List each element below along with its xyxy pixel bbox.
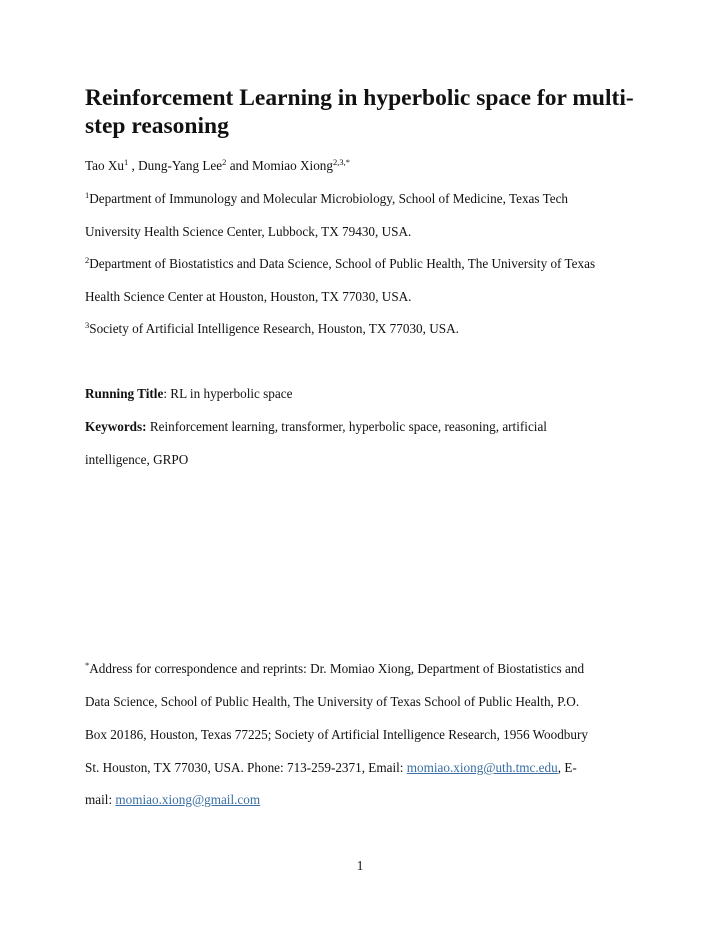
author-separator: and — [226, 158, 253, 173]
author-affiliation-mark: 1 — [124, 157, 129, 167]
running-title — [85, 386, 292, 402]
running-title-value: : RL in hyperbolic space — [163, 386, 293, 401]
keywords-label: Keywords: — [85, 419, 147, 434]
affiliation-3 — [85, 321, 459, 337]
author-line — [85, 158, 350, 174]
paper-title: Reinforcement Learning in hyperbolic space for multi-step reasoning — [85, 85, 634, 139]
affiliation-text: Department of Biostatistics and Data Science, School of Public Health, The University of Texas — [89, 256, 596, 271]
author-separator: , — [128, 158, 139, 173]
correspondence-line-2: Data Science, School of Public Health, The University of Texas School of Public Health, P.O. — [85, 694, 580, 709]
author-name: Tao Xu — [85, 158, 124, 173]
affiliation-text: Society of Artificial Intelligence Research, Houston, TX 77030, USA. — [89, 321, 459, 336]
email-link-uth[interactable]: momiao.xiong@uth.tmc.edu — [406, 760, 558, 775]
affiliation-number: 2 — [85, 255, 90, 265]
author-name: Dung-Yang Lee — [138, 158, 223, 173]
affiliation-text: Department of Immunology and Molecular Microbiology, School of Medicine, Texas Tech — [89, 191, 569, 206]
author-name: Momiao Xiong — [252, 158, 333, 173]
author-affiliation-mark: 2,3,* — [333, 157, 350, 167]
affiliation-1 — [85, 191, 568, 207]
correspondence-text: mail: — [85, 792, 116, 807]
keywords-continued: intelligence, GRPO — [85, 452, 189, 467]
correspondence-text: , E- — [557, 760, 577, 775]
correspondence-text: St. Houston, TX 77030, USA. Phone: 713-259-2371, Email: — [85, 760, 407, 775]
affiliation-number: 3 — [85, 320, 90, 330]
correspondence-line-1 — [85, 661, 584, 677]
affiliation-2-continued: Health Science Center at Houston, Houston, TX 77030, USA. — [85, 289, 412, 304]
author-affiliation-mark: 2 — [222, 157, 227, 167]
correspondence-line-3: Box 20186, Houston, Texas 77225; Society of Artificial Intelligence Research, 1956 Woodbury — [85, 727, 588, 742]
affiliation-1-continued: University Health Science Center, Lubbock, TX 79430, USA. — [85, 224, 412, 239]
correspondence-line-4 — [85, 760, 577, 776]
correspondence-line-5 — [85, 792, 260, 808]
affiliation-2 — [85, 256, 595, 272]
affiliation-number: 1 — [85, 190, 90, 200]
page-number: 1 — [356, 858, 364, 873]
correspondence-mark: * — [85, 660, 90, 670]
email-link-gmail[interactable]: momiao.xiong@gmail.com — [115, 792, 261, 807]
correspondence-text: Address for correspondence and reprints: Dr. Momiao Xiong, Department of Biostatistics and — [89, 661, 585, 676]
running-title-label: Running Title — [85, 386, 164, 401]
keywords-value: Reinforcement learning, transformer, hyperbolic space, reasoning, artificial — [146, 419, 547, 434]
keywords — [85, 419, 547, 435]
